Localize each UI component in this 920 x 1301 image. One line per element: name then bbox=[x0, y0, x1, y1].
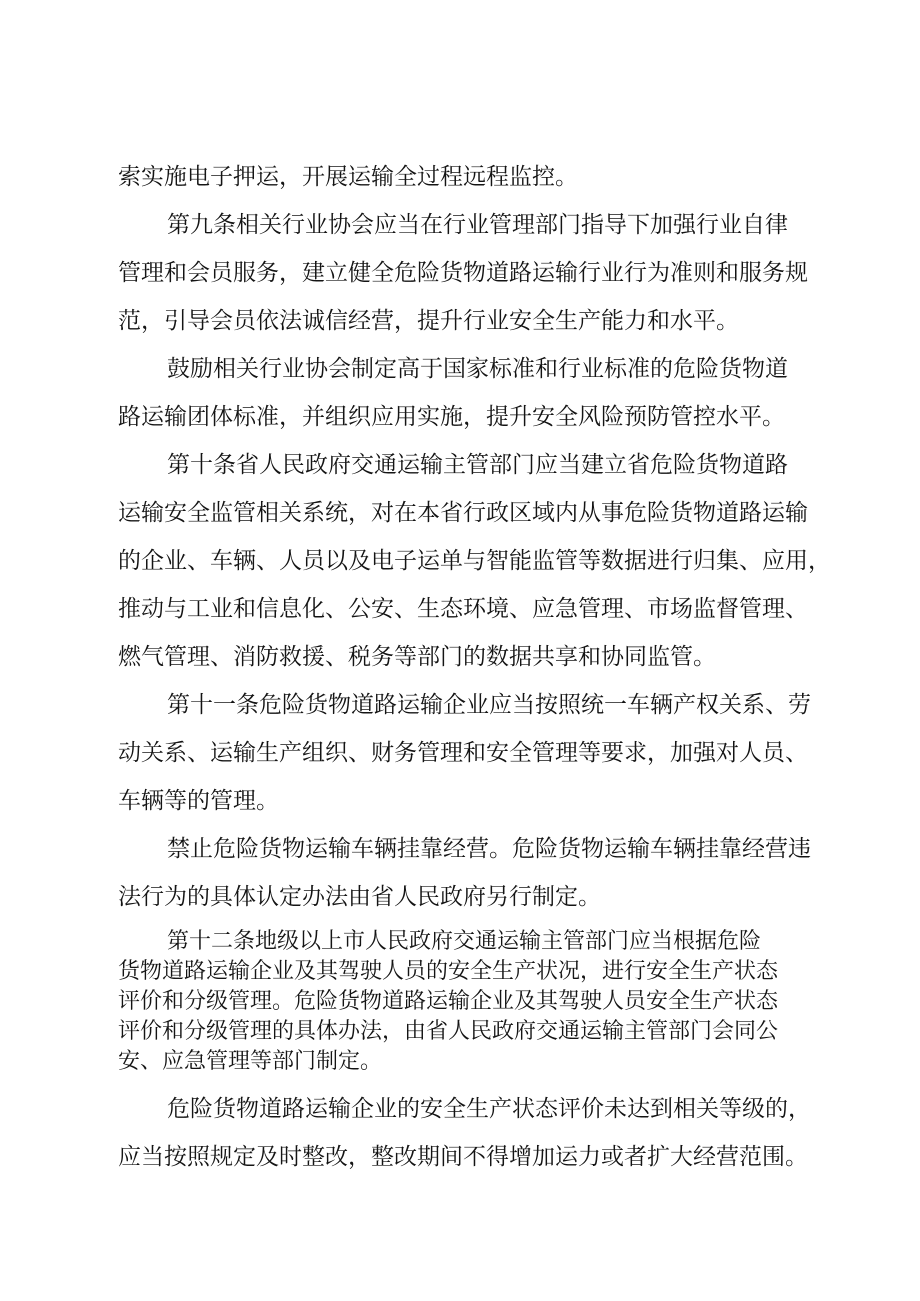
article-9-line-1: 第九条相关行业协会应当在行业管理部门指导下加强行业自律 bbox=[167, 212, 788, 238]
article-10-line-1: 第十条省人民政府交通运输主管部门应当建立省危险货物道路 bbox=[167, 452, 788, 478]
article-12-line-4: 评价和分级管理的具体办法，由省人民政府交通运输主管部门会同公 bbox=[118, 1019, 779, 1044]
article-12-line-1: 第十二条地级以上市人民政府交通运输主管部门应当根据危险 bbox=[167, 929, 762, 954]
paragraph-6-line-2: 法行为的具体认定办法由省人民政府另行制定。 bbox=[118, 884, 601, 910]
paragraph-1-line-1: 索实施电子押运，开展运输全过程远程监控。 bbox=[118, 164, 578, 190]
article-11-line-3: 车辆等的管理。 bbox=[118, 788, 279, 814]
article-10-line-3: 的企业、车辆、人员以及电子运单与智能监管等数据进行归集、应用， bbox=[118, 548, 831, 574]
article-9-line-2: 管理和会员服务，建立健全危险货物道路运输行业行为准则和服务规 bbox=[118, 260, 808, 286]
article-12-line-5: 安、应急管理等部门制定。 bbox=[118, 1049, 383, 1074]
paragraph-3-line-2: 路运输团体标准，并组织应用实施，提升安全风险预防管控水平。 bbox=[118, 404, 785, 430]
article-10-line-5: 燃气管理、消防救援、税务等部门的数据共享和协同监管。 bbox=[118, 644, 716, 670]
article-10-line-2: 运输安全监管相关系统，对在本省行政区域内从事危险货物道路运输 bbox=[118, 500, 808, 526]
paragraph-3-line-1: 鼓励相关行业协会制定高于国家标准和行业标准的危险货物道 bbox=[167, 356, 788, 382]
article-10-line-4: 推动与工业和信息化、公安、生态环境、应急管理、市场监督管理、 bbox=[118, 596, 808, 622]
article-12-line-2: 货物道路运输企业及其驾驶人员的安全生产状况，进行安全生产状态 bbox=[118, 959, 779, 984]
paragraph-8-line-1: 危险货物道路运输企业的安全生产状态评价未达到相关等级的， bbox=[167, 1096, 811, 1122]
article-9-line-3: 范，引导会员依法诚信经营，提升行业安全生产能力和水平。 bbox=[118, 308, 739, 334]
paragraph-8-line-2: 应当按照规定及时整改，整改期间不得增加运力或者扩大经营范围。 bbox=[118, 1144, 808, 1170]
article-11-line-2: 动关系、运输生产组织、财务管理和安全管理等要求，加强对人员、 bbox=[118, 740, 808, 766]
article-12-line-3: 评价和分级管理。危险货物道路运输企业及其驾驶人员安全生产状态 bbox=[118, 989, 779, 1014]
paragraph-6-line-1: 禁止危险货物运输车辆挂靠经营。危险货物运输车辆挂靠经营违 bbox=[167, 836, 811, 862]
article-11-line-1: 第十一条危险货物道路运输企业应当按照统一车辆产权关系、劳 bbox=[167, 692, 811, 718]
